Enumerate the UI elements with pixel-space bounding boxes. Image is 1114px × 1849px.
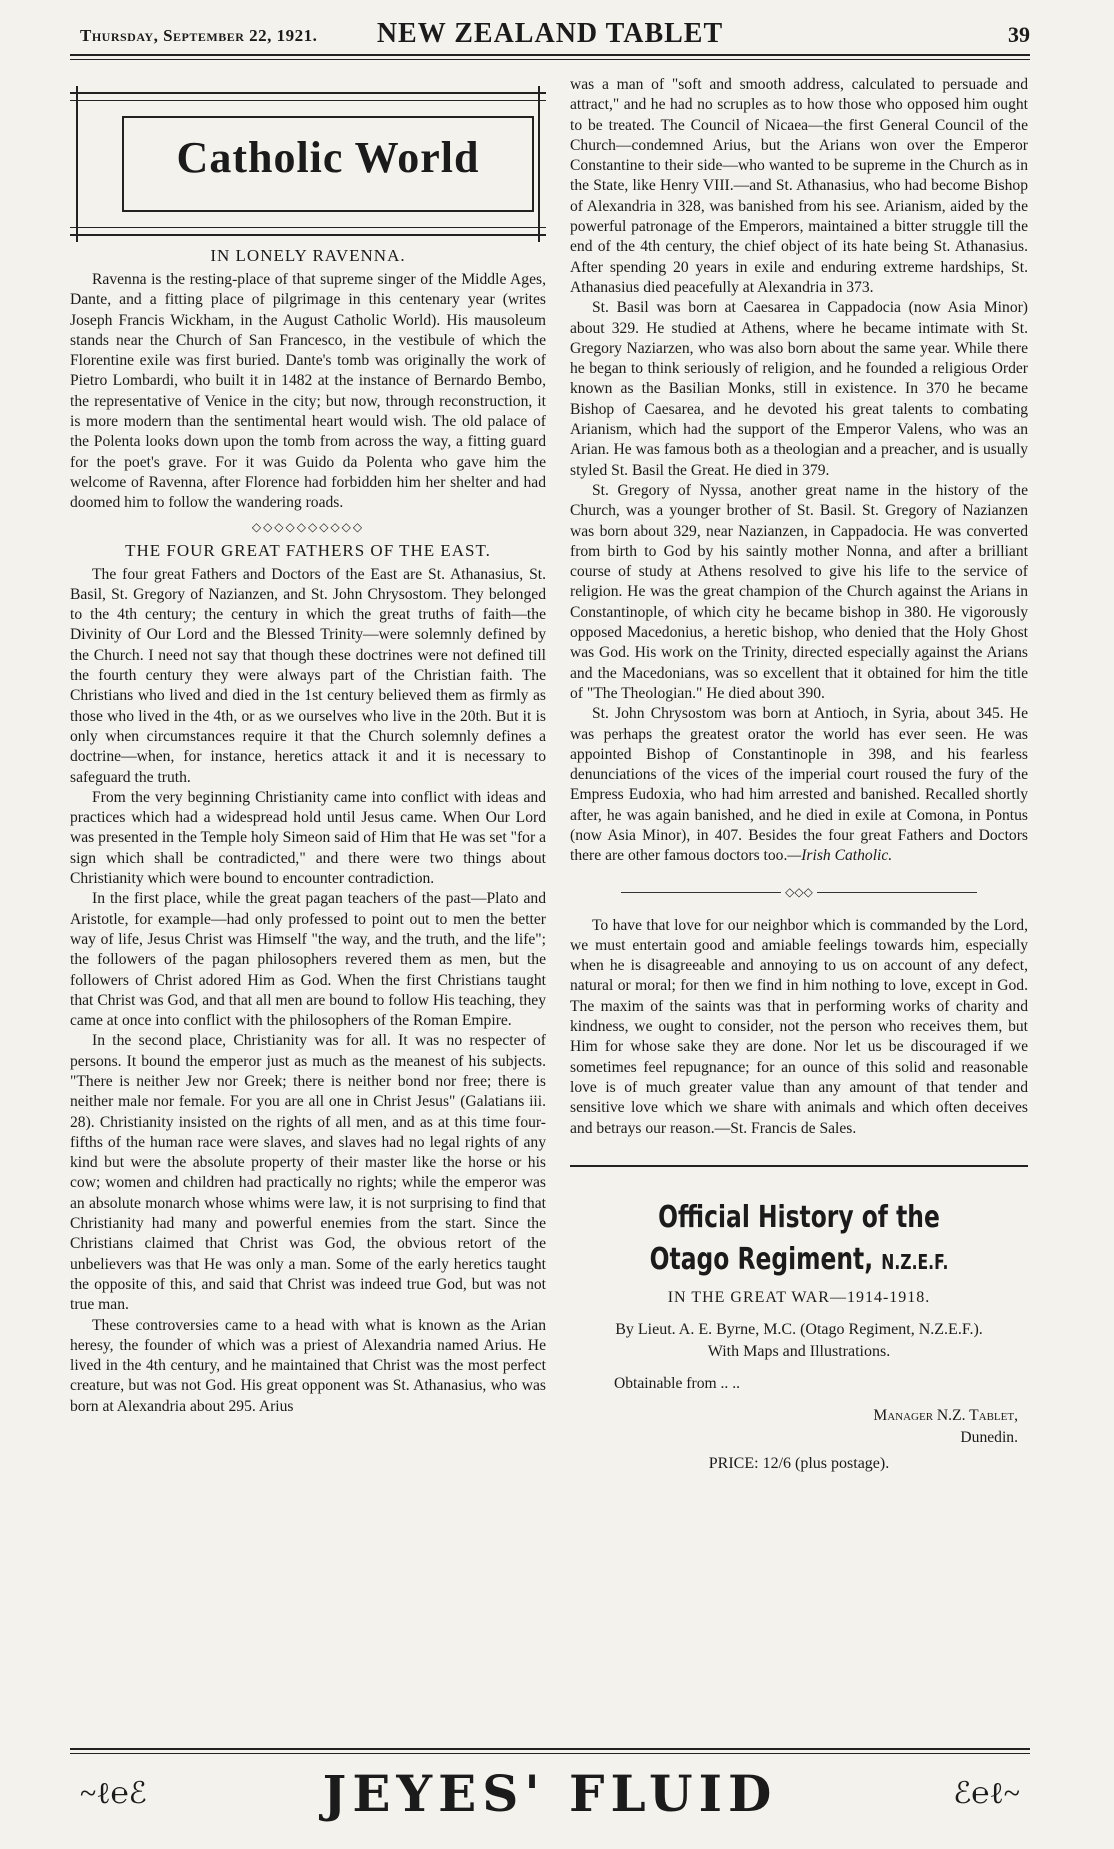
- advert-maps-note: With Maps and Illustrations.: [707, 1342, 891, 1360]
- footer-rule-thin: [70, 1753, 1030, 1754]
- quote-paragraph: To have that love for our neighbor which is commanded by the Lord, we must entertain good and amiable feelings towards him, especially when he is disagreeable and annoying to us on account of any defect, natural or moral; for then we find in him nothing to love, except in God. The maxim of the saints was that in performing works of charity and kindness, we ought to consider, not the person who receives them, but Him for whose sake they are done. Nor let us be discouraged if we sometimes feel repugnance; for an ounce of this solid and reasonable love is of much greater value than any amount of that tender and sensitive love which we share with animals and which often deceives and betrays our reason.—St. Francis de Sales.: [570, 916, 1028, 1137]
- advert-city: Dunedin.: [960, 1428, 1018, 1446]
- article-paragraph: St. Gregory of Nyssa, another great name in the history of the Church, was a younger brother of St. Basil. St. Gregory of Nazianzen was born about 329, near Nazianzen, in Cappadocia. He was converted from birth to God by his saintly mother Nonna, and after a brilliant course of study at Athens resolved to give his life to the service of religion. He was the great champion of the Church against the Arians in Constantinople, of which city he became bishop in 380. He vigorously opposed Macedonius, a heretic bishop, who denied that the Holy Ghost was God. His work on the Trinity, directed especially against the Arians and the Macedonians, was so excellent that it obtained for him the title of "The Theologian." He died about 390.: [570, 481, 1028, 702]
- header-rule: [70, 54, 1030, 56]
- footer-rule: [70, 1748, 1030, 1750]
- article-paragraph: From the very beginning Christianity came into conflict with ideas and practices which had a widespread hold until Jesus came. When Our Lord was presented in the Temple holy Simeon said of Him that He was set "for a sign which shall be contradicted," and there were two things about Christianity which were bound to encounter contradiction.: [70, 788, 546, 888]
- section-separator: ◇◇◇: [570, 885, 1028, 900]
- article-heading-fathers: THE FOUR GREAT FATHERS OF THE EAST.: [125, 540, 491, 560]
- footer-advert: [80, 1766, 1020, 1822]
- article-heading-ravenna: IN LONELY RAVENNA.: [210, 246, 406, 265]
- section-title: Catholic World: [176, 133, 480, 182]
- article-paragraph: The four great Fathers and Doctors of the East are St. Athanasius, St. Basil, St. Gregory of Nazianzen, and St. John Chrysostom. They belonged to the 4th century; the century in which the great truths of faith—the Divinity of Our Lord and the Blessed Trinity—were solemnly defined by the Church. I need not say that though these doctrines were not defined till the fourth century they were always part of the Christian faith. The Christians who lived and died in the 1st century believed them as firmly as those who lived in the 4th, or as we ourselves who live in the 20th. But it is only when circumstances require it that the Church solemnly defines a doctrine—when, for instance, heretics attack it and it is necessary to safeguard the truth.: [70, 565, 546, 786]
- article-paragraph: These controversies came to a head with what is known as the Arian heresy, the founder of which was a priest of Alexandria named Arius. He lived in the 4th century, and he maintained that Christ was the most perfect creature, but was not God. His great opponent was St. Athanasius, who was born at Alexandria about 295. Arius: [70, 1316, 546, 1415]
- left-ornament: ~ℓ℮ℰ: [80, 1777, 147, 1810]
- advert-obtainable: Obtainable from .. ..: [614, 1374, 741, 1392]
- ornament-divider: ◇◇◇◇◇◇◇◇◇◇: [251, 519, 365, 534]
- masthead: NEW ZEALAND TABLET: [376, 18, 724, 49]
- right-column: [570, 75, 1028, 1473]
- advert-rule: [570, 1165, 1028, 1167]
- issue-date: Thursday, September 22, 1921.: [80, 26, 318, 45]
- page-header: [70, 18, 1030, 52]
- header-rule-thin: [70, 59, 1030, 60]
- advert-manager: Manager N.Z. Tablet,: [873, 1406, 1018, 1424]
- advert-author: By Lieut. A. E. Byrne, M.C. (Otago Regiment, N.Z.E.F.).: [615, 1320, 983, 1338]
- article-paragraph: Ravenna is the resting-place of that supreme singer of the Middle Ages, Dante, and a fitting place of pilgrimage in this centenary year (writes Joseph Francis Wickham, in the August Catholic World). His mausoleum stands near the Church of San Francesco, in the vestibule of which the Florentine exile was first buried. Dante's tomb was originally the work of Pietro Lombardi, who built it in 1482 at the instance of Bernardo Bembo, the representative of Venice in the city; but now, through reconstruction, it is more modern than the sentimental heart would wish. The old palace of the Polenta looks down upon the tomb from across the way, a fitting guard for the poet's grave. For it was Guido da Polenta who gave him the welcome of Ravenna, after Florence had forbidden him her shelter and had doomed him to follow the wandering roads.: [70, 271, 546, 512]
- page-number: 39: [1008, 22, 1030, 47]
- right-ornament: ℰ℮ℓ~: [953, 1777, 1020, 1810]
- article-paragraph: St. John Chrysostom was born at Antioch, in Syria, about 345. He was perhaps the greatest orator the world has ever seen. He was appointed Bishop of Constantinople in 398, and his fearless denunciations of the vices of the imperial court roused the fury of the Empress Eudoxia, who had him arrested and banished. Recalled shortly after, he was again banished, and he died in exile at Comona, in Pontus (now Asia Minor), in 407. Besides the four great Fathers and Doctors there are other famous doctors too.—Irish Catholic.: [570, 705, 1028, 865]
- article-paragraph: In the second place, Christianity was for all. It was no respecter of persons. It bound the emperor just as much as the meanest of his subjects. "There is neither Jew nor Greek; there is neither bond nor free; there is neither male nor female. For you are all one in Christ Jesus" (Galatians iii. 28). Christianity insisted on the rights of all men, and as at this time four-fifths of the human race were slaves, and slaves had no legal rights of any kind but were the absolute property of their master like the horse or his cow; women and children had practically no rights; while the emperor was an absolute monarch whose whims were law, it is not surprising to find that Christianity had many and powerful enemies from the start. Since the Christians claimed that Christ was God, the obvious retort of the unbelievers was that He was only a man. Some of the early heretics taught the opposite of this, and said that Christ was indeed true God, but was not true man.: [70, 1032, 546, 1314]
- footer-brand: JEYES' FLUID: [322, 1764, 778, 1823]
- section-title-box: [70, 92, 546, 236]
- advert-price: PRICE: 12/6 (plus postage).: [708, 1454, 890, 1472]
- article-source: —Irish Catholic.: [787, 847, 893, 865]
- advert-title-line2: Otago Regiment, N.Z.E.F.: [649, 1241, 949, 1277]
- left-column: [70, 92, 546, 1417]
- article-paragraph: St. Basil was born at Caesarea in Cappadocia (now Asia Minor) about 329. He studied at Athens, where he became intimate with St. Gregory Naziarzen, who was also born about the same year. While there he began to think seriously of religion, and he founded a religious Order known as the Basilian Monks, still in existence. In 370 he became Bishop of Caesarea, and he devoted his great talents to combating Arianism, which had the support of the Emperor Valens, who was an Arian. He was famous both as a theologian and a preacher, and is usually styled St. Basil the Great. He died in 379.: [570, 299, 1028, 479]
- article-paragraph-continued: was a man of "soft and smooth address, calculated to persuade and attract," and he had no scruples as to how those who opposed him ought to be treated. The Council of Nicaea—the first General Council of the Church—condemned Arius, but the Arians won over the Emperor Constantine to their side—who wanted to be supreme in the Church as in the State, like Henry VIII.—and St. Athanasius, who had become Bishop of Alexandria in 328, was banished from his see. Arianism, aided by the powerful patronage of the Emperors, maintained a bitter struggle till the end of the 4th century, the chief object of its hate being St. Athanasius. After spending 20 years in exile and enduring extreme hardships, St. Athanasius died peacefully at Alexandria in 373.: [570, 76, 1028, 296]
- article-paragraph: In the first place, while the great pagan teachers of the past—Plato and Aristotle, for example—had only professed to point out to men the better way of life, Jesus Christ was Himself "the way, and the truth, and the life"; the followers of the pagan philosophers revered them as men, but the followers of Christ adored Him as God. When the first Christians taught that Christ was God, and that all men are bound to follow His teaching, they came at once into conflict with the philosophers of the Roman Empire.: [70, 890, 546, 1030]
- advert-subtitle: IN THE GREAT WAR—1914-1918.: [667, 1288, 931, 1306]
- advertisement: [570, 1197, 1028, 1473]
- advert-title-line1: Official History of the: [658, 1199, 940, 1235]
